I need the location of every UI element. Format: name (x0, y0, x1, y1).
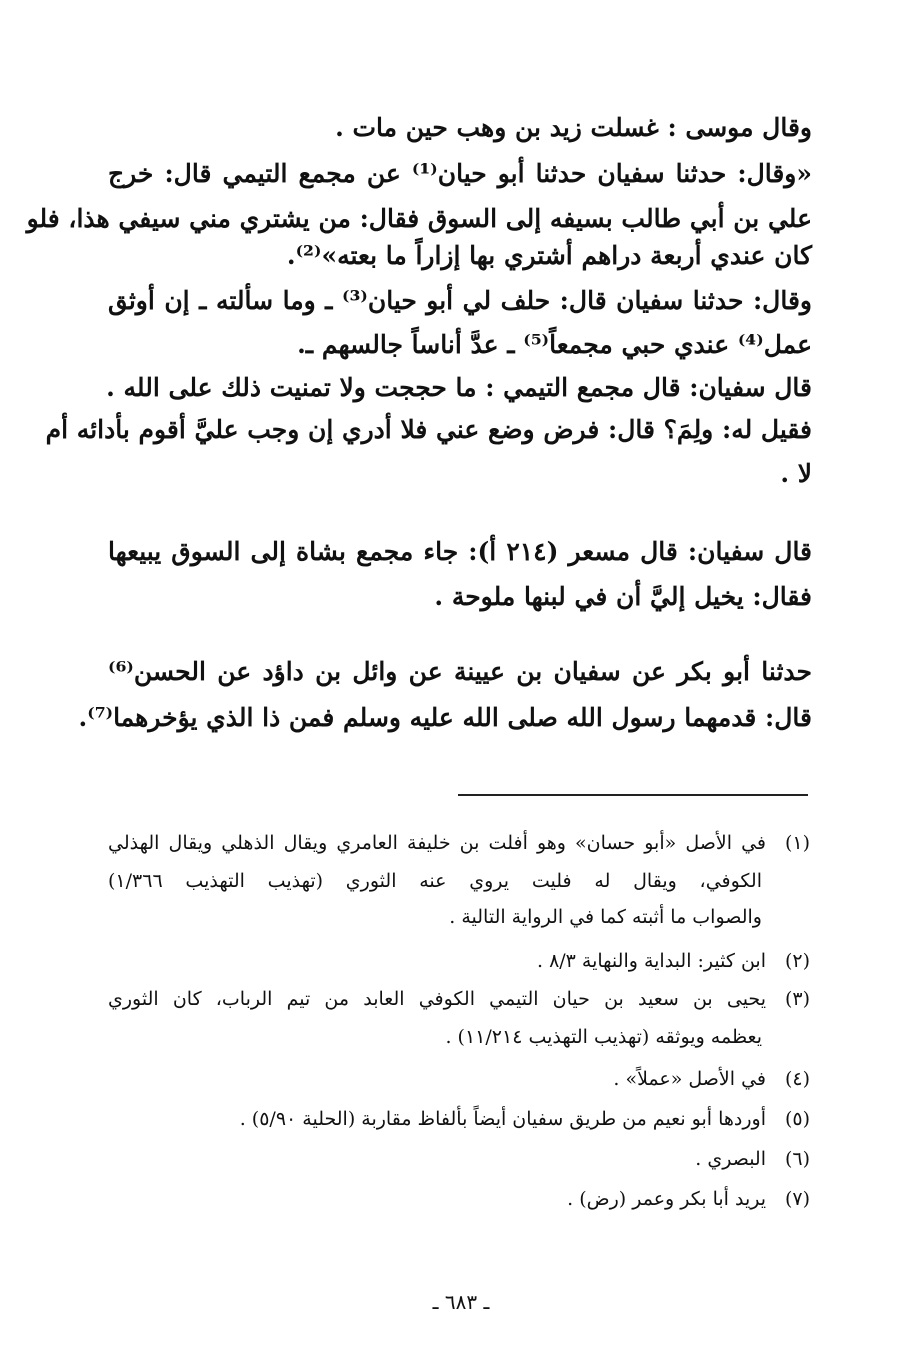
body-line-8: فقيل له: ولِمَ؟ قال: فرض وضع عني فلا أدري إن وجب عليَّ أقوم بأدائه أم (45, 415, 812, 444)
footnote-number: (٧) (784, 1188, 810, 1210)
page-number: ـ ٦٨٣ ـ (432, 1290, 490, 1314)
body-line-12: حدثنا أبو بكر عن سفيان بن عيينة عن وائل بن داؤد عن الحسن⁽⁶⁾ (108, 657, 812, 686)
footnote-2 (537, 946, 810, 976)
footnote-5 (240, 1104, 810, 1134)
footnote-number: (٤) (784, 1068, 810, 1090)
footnote-number: (٣) (784, 988, 810, 1010)
body-line-2: «وقال: حدثنا سفيان حدثنا أبو حيان⁽¹⁾ عن مجمع التيمي قال: خرج (108, 159, 812, 188)
body-line-6: عمل⁽⁴⁾ عندي حبي مجمعاً⁽⁵⁾ ـ عدَّ أناساً جالسهم ـ. (297, 330, 812, 359)
footnote-1-line-2: الكوفي، ويقال له فليت يروي عنه الثوري (تهذيب التهذيب ١/٣٦٦) (108, 870, 762, 892)
body-line-1: وقال موسى : غسلت زيد بن وهب حين مات . (335, 113, 812, 142)
footnote-text: البصري . (695, 1148, 766, 1170)
body-line-7: قال سفيان: قال مجمع التيمي : ما حججت ولا تمنيت ذلك على الله . (106, 373, 812, 402)
footnote-text: يريد أبا بكر وعمر (رض) . (567, 1188, 766, 1210)
footnote-text: ابن كثير: البداية والنهاية ٨/٣ . (536, 950, 766, 972)
footnote-3 (108, 984, 810, 1014)
footnote-4 (613, 1064, 810, 1094)
footnote-1-line-3: والصواب ما أثبته كما في الرواية التالية . (449, 906, 762, 928)
footnote-number: (٢) (784, 950, 810, 972)
footnote-3-line-2: يعظمه ويوثقه (تهذيب التهذيب ١١/٢١٤) . (445, 1026, 762, 1048)
body-line-11: فقال: يخيل إليَّ أن في لبنها ملوحة . (434, 582, 812, 611)
footnote-text: في الأصل «عملاً» . (613, 1068, 766, 1090)
body-line-4: كان عندي أربعة دراهم أشتري بها إزاراً ما بعته»⁽²⁾. (286, 241, 812, 270)
footnote-7 (567, 1184, 810, 1214)
footnote-number: (١) (784, 832, 810, 854)
body-line-13: قال: قدمهما رسول الله صلى الله عليه وسلم فمن ذا الذي يؤخرهما⁽⁷⁾. (78, 703, 812, 732)
footnote-number: (٥) (784, 1108, 810, 1130)
body-line-3: علي بن أبي طالب بسيفه إلى السوق فقال: من يشتري مني سيفي هذا، فلو (26, 204, 812, 233)
body-line-10: قال سفيان: قال مسعر (٢١٤ أ): جاء مجمع بشاة إلى السوق يبيعها (108, 537, 813, 566)
footnote-text: في الأصل «أبو حسان» وهو أفلت بن خليفة العامري ويقال الذهلي ويقال الهذلي (108, 832, 766, 854)
footnote-6 (695, 1144, 810, 1174)
footnote-divider (458, 794, 808, 796)
footnote-number: (٦) (784, 1148, 810, 1170)
body-line-5: وقال: حدثنا سفيان قال: حلف لي أبو حيان⁽³⁾ ـ وما سألته ـ إن أوثق (108, 286, 812, 315)
footnote-text: يحيى بن سعيد بن حيان التيمي الكوفي العابد من تيم الرباب، كان الثوري (108, 988, 766, 1010)
footnote-text: أوردها أبو نعيم من طريق سفيان أيضاً بألفاظ مقاربة (الحلية ٥/٩٠) . (239, 1108, 766, 1130)
footnote-1 (108, 828, 810, 858)
body-line-9: لا . (780, 459, 812, 488)
